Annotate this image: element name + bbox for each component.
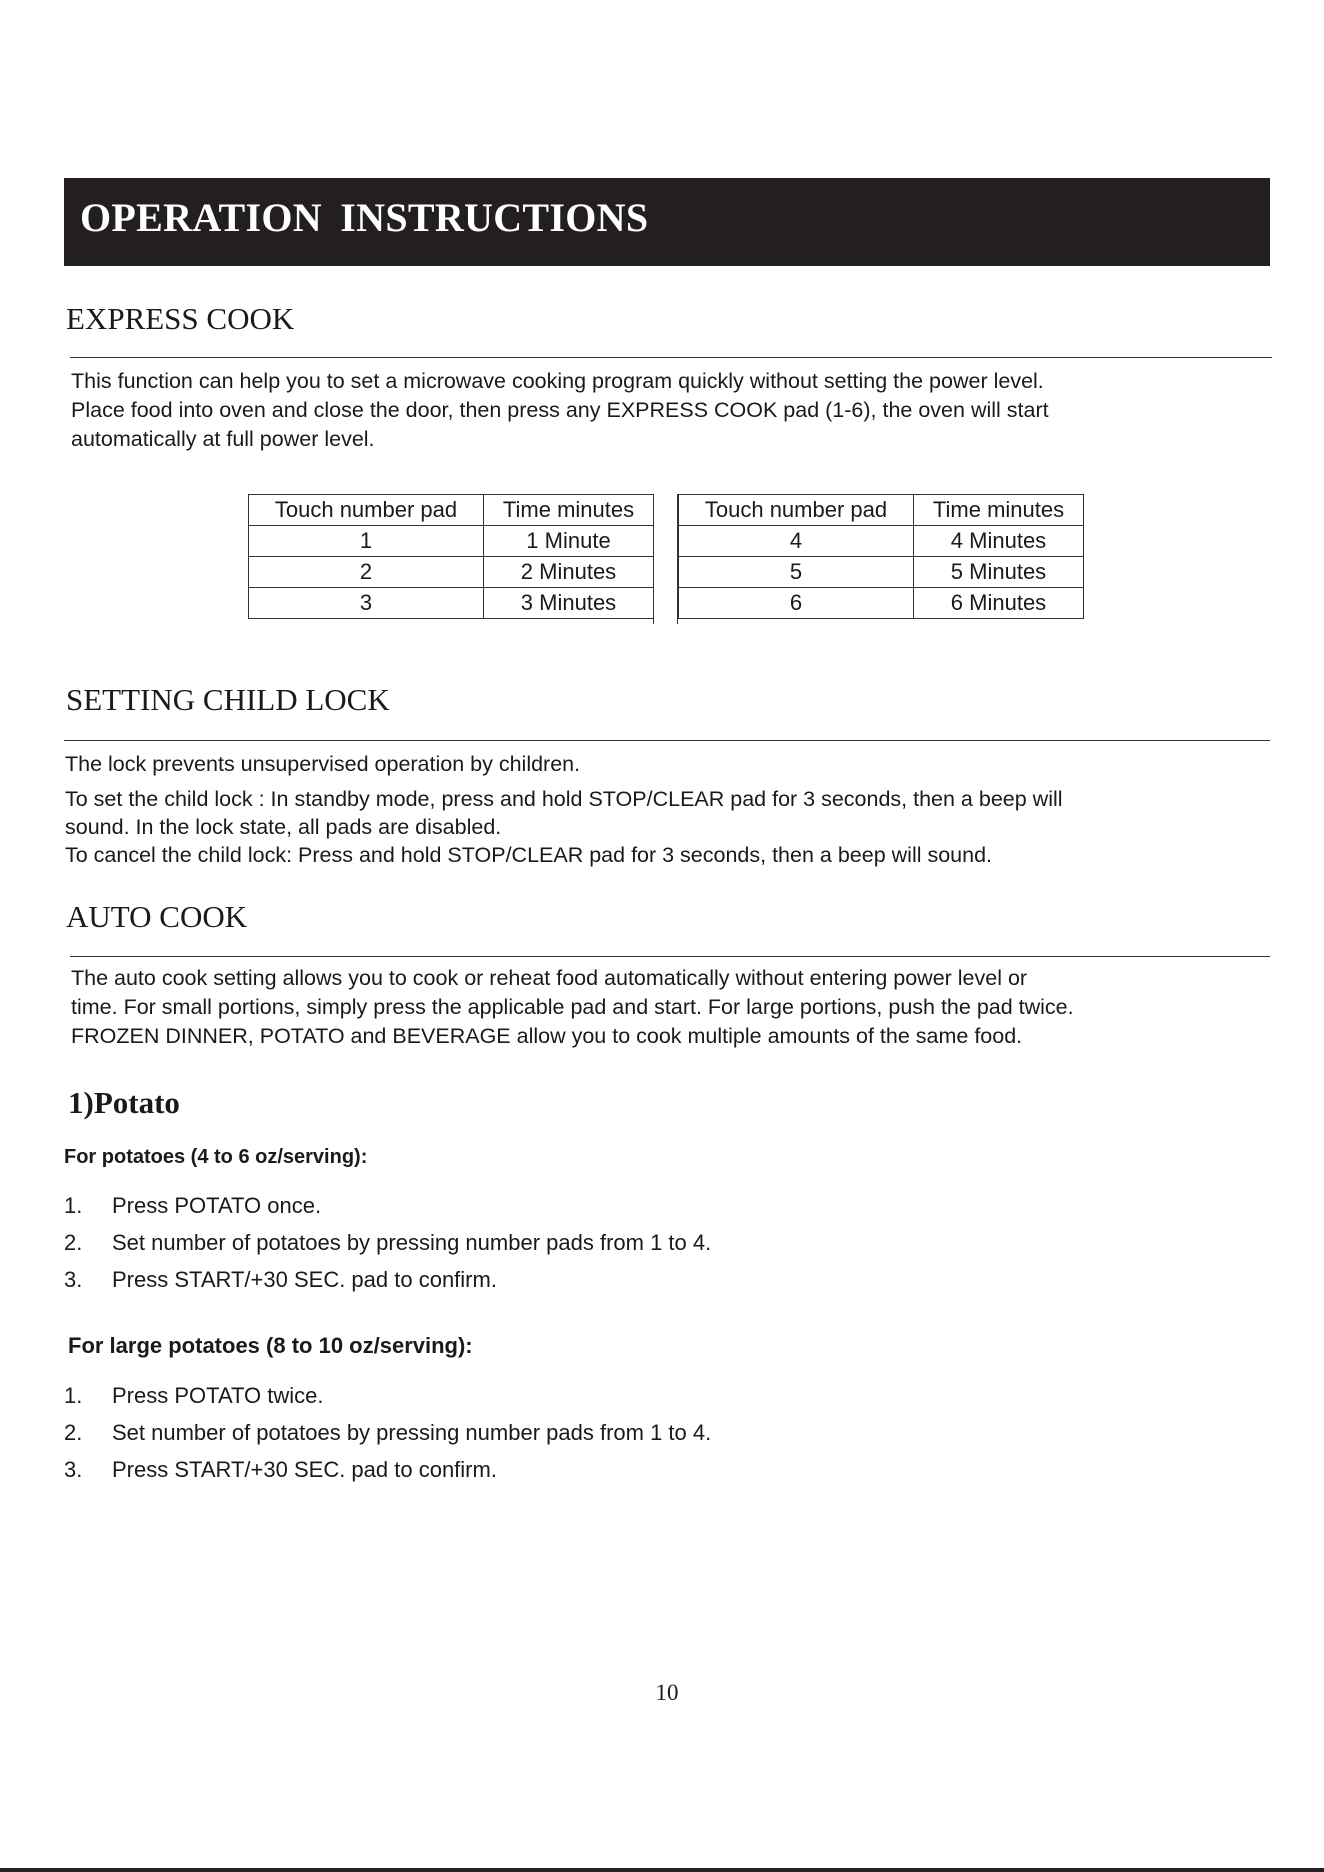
table-cell: 4 (679, 526, 914, 557)
table-header: Touch number pad (679, 495, 914, 526)
auto-cook-line: FROZEN DINNER, POTATO and BEVERAGE allow you to cook multiple amounts of the same food. (71, 1024, 1023, 1048)
step-text: Press POTATO twice. (112, 1383, 324, 1408)
table-row (249, 588, 654, 619)
table-header-row (249, 495, 654, 526)
table-cell: 6 Minutes (914, 588, 1084, 619)
child-lock-heading: SETTING CHILD LOCK (66, 682, 390, 717)
express-cook-description (71, 367, 1049, 454)
step-number: 3. (64, 1457, 83, 1482)
step-number: 1. (64, 1193, 83, 1218)
step-text: Press START/+30 SEC. pad to confirm. (112, 1267, 497, 1292)
auto-cook-line: time. For small portions, simply press the applicable pad and start. For large portions, push the pad twice. (71, 995, 1074, 1019)
table-cell: 4 Minutes (914, 526, 1084, 557)
small-potato-steps (64, 1187, 711, 1298)
auto-cook-line: The auto cook setting allows you to cook or reheat food automatically without entering power level or (71, 966, 1028, 990)
page-title: OPERATION INSTRUCTIONS (80, 195, 649, 240)
child-lock-line: sound. In the lock state, all pads are disabled. (65, 815, 502, 839)
table-row (679, 588, 1084, 619)
page-bottom-edge (0, 1868, 1324, 1872)
table-cell: 6 (679, 588, 914, 619)
table-row (679, 557, 1084, 588)
table-row (249, 557, 654, 588)
auto-cook-description (71, 964, 1074, 1051)
step-text: Press START/+30 SEC. pad to confirm. (112, 1457, 497, 1482)
express-cook-line: This function can help you to set a microwave cooking program quickly without setting the power level. (71, 369, 1044, 393)
express-cook-heading: EXPRESS COOK (66, 301, 295, 336)
large-potato-steps (64, 1377, 711, 1488)
express-cook-table-right (678, 494, 1084, 619)
list-item (64, 1261, 711, 1298)
step-text: Set number of potatoes by pressing number pads from 1 to 4. (112, 1230, 712, 1255)
potato-heading: 1)Potato (68, 1085, 180, 1120)
child-lock-intro (65, 750, 580, 779)
child-lock-line: The lock prevents unsupervised operation by children. (65, 752, 581, 776)
list-item (64, 1187, 711, 1224)
table-cell: 3 Minutes (484, 588, 654, 619)
table-header: Time minutes (484, 495, 654, 526)
section-divider (70, 956, 1270, 957)
child-lock-set-instructions (65, 785, 1063, 869)
header-banner (64, 178, 1270, 266)
table-cell: 1 Minute (484, 526, 654, 557)
large-potato-label: For large potatoes (8 to 10 oz/serving): (68, 1333, 473, 1358)
express-cook-line: Place food into oven and close the door, then press any EXPRESS COOK pad (1-6), the oven will start (71, 398, 1049, 422)
list-item (64, 1414, 711, 1451)
table-header-row (679, 495, 1084, 526)
section-divider (64, 740, 1270, 741)
child-lock-line: To set the child lock : In standby mode, press and hold STOP/CLEAR pad for 3 seconds, then a beep will (65, 787, 1063, 811)
table-row (249, 526, 654, 557)
auto-cook-heading: AUTO COOK (66, 899, 248, 934)
step-number: 2. (64, 1230, 83, 1255)
step-text: Set number of potatoes by pressing number pads from 1 to 4. (112, 1420, 712, 1445)
table-cell: 5 Minutes (914, 557, 1084, 588)
table-cell: 1 (249, 526, 484, 557)
section-divider (70, 357, 1272, 358)
table-cell: 2 (249, 557, 484, 588)
express-cook-line: automatically at full power level. (71, 427, 375, 451)
table-cell: 2 Minutes (484, 557, 654, 588)
table-header: Time minutes (914, 495, 1084, 526)
step-number: 2. (64, 1420, 83, 1445)
list-item (64, 1451, 711, 1488)
step-text: Press POTATO once. (112, 1193, 322, 1218)
table-row (679, 526, 1084, 557)
step-number: 1. (64, 1383, 83, 1408)
table-cell: 5 (679, 557, 914, 588)
list-item (64, 1377, 711, 1414)
page-number: 10 (655, 1680, 679, 1705)
table-spacer (653, 494, 678, 624)
list-item (64, 1224, 711, 1261)
step-number: 3. (64, 1267, 83, 1292)
child-lock-line: To cancel the child lock: Press and hold STOP/CLEAR pad for 3 seconds, then a beep will sound. (65, 843, 993, 867)
express-cook-table-left (248, 494, 654, 619)
table-header: Touch number pad (249, 495, 484, 526)
small-potato-label: For potatoes (4 to 6 oz/serving): (64, 1146, 368, 1168)
table-cell: 3 (249, 588, 484, 619)
